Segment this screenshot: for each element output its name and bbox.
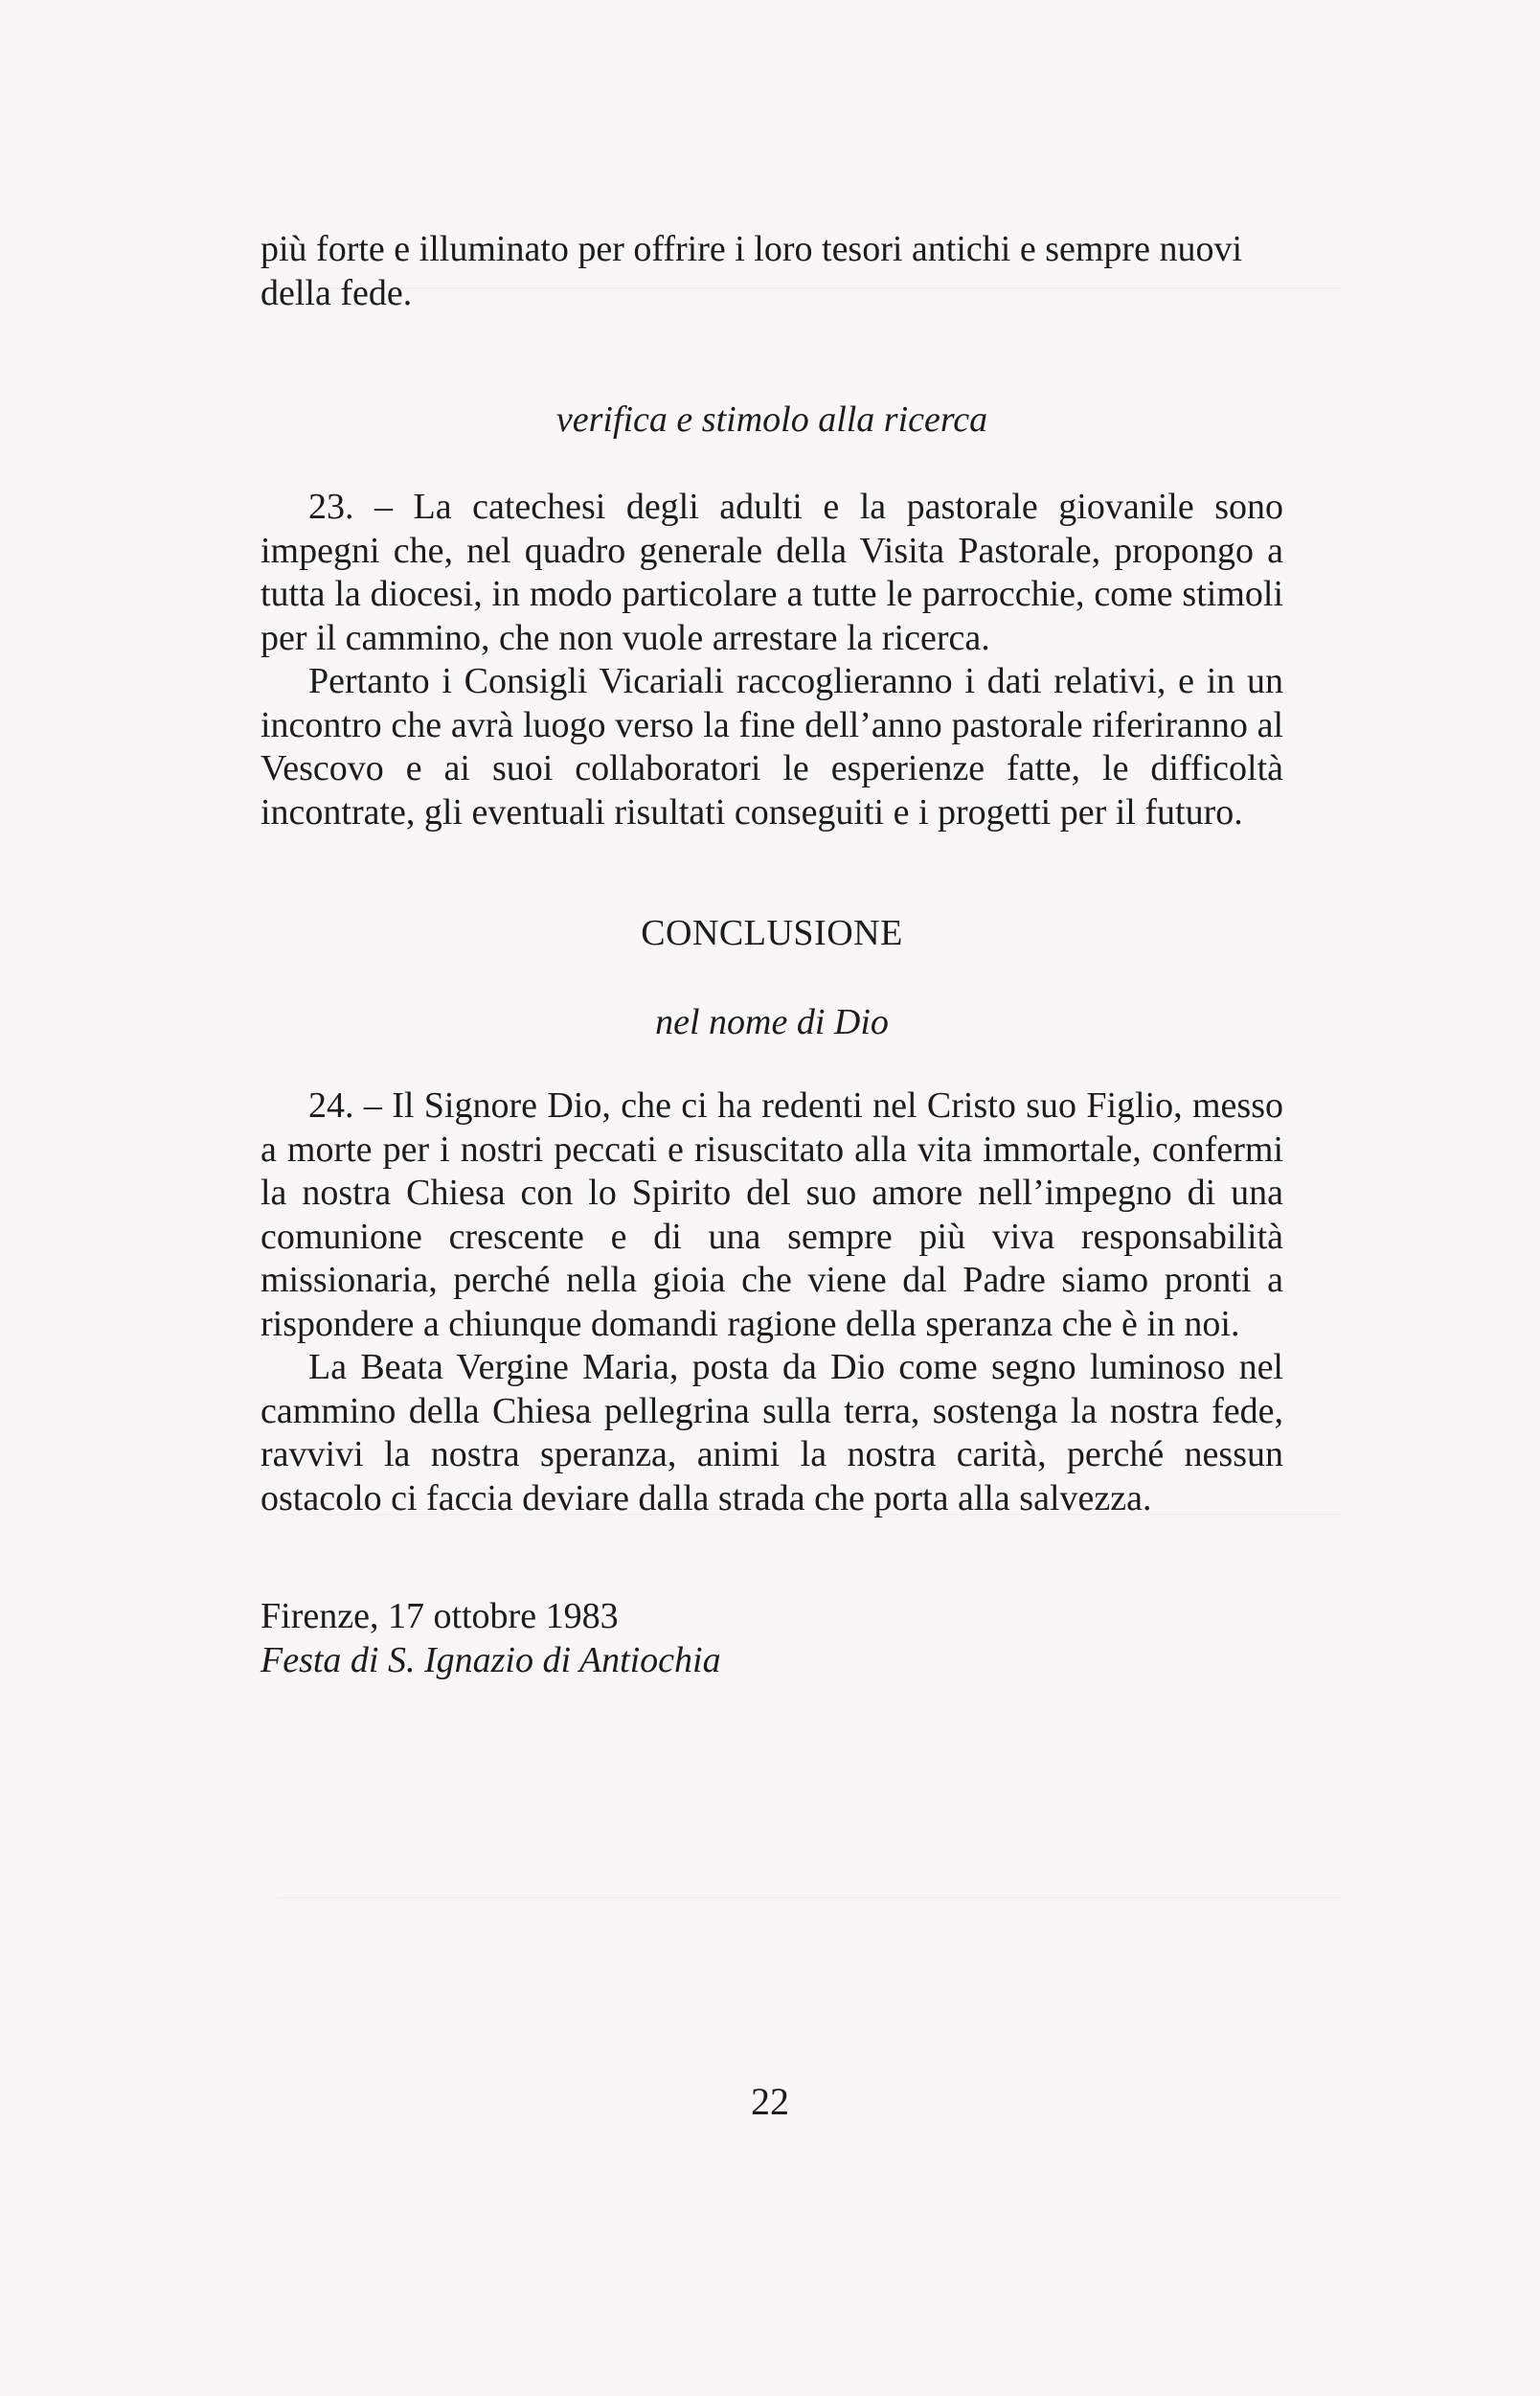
- section-24: [260, 1084, 1283, 1520]
- signature-feast: Festa di S. Ignazio di Antiochia: [260, 1639, 721, 1680]
- paragraph-24: 24. – Il Signore Dio, che ci ha redenti nel Cristo suo Figlio, messo a morte per i nostri peccati e risuscitato alla vita immortale, confermi la nostra Chiesa con lo Spirito del suo amore nell’impegno di una comunione crescente e di una sempre più viva responsabilità missionaria, perché nella gioia che viene dal Padre siamo pronti a rispondere a chiunque domandi ragione della speranza che è in noi.: [260, 1085, 1283, 1344]
- section-heading-text: CONCLUSIONE: [641, 913, 903, 953]
- page-number: 22: [751, 2080, 789, 2123]
- paragraph-24-continued: La Beata Vergine Maria, posta da Dio come segno luminoso nel cammino della Chiesa pellegrina sulla terra, sostenga la nostra fede, ravvivi la nostra speranza, animi la nostra carità, perché nessun ostacolo ci faccia deviare dalla strada che porta alla salvezza.: [260, 1347, 1283, 1518]
- show-through-mark: [278, 1897, 1341, 1899]
- intro-paragraph: più forte e illuminato per offrire i loro tesori antichi e sempre nuovi della fede.: [260, 229, 1242, 313]
- section-heading-conclusione: [260, 912, 1283, 956]
- subheading-verifica-text: verifica e stimolo alla ricerca: [555, 399, 988, 440]
- subheading-verifica: [260, 399, 1283, 443]
- intro-block: [260, 228, 1283, 315]
- subheading-nome-text: nel nome di Dio: [655, 1002, 889, 1042]
- signature-block: [260, 1595, 1283, 1682]
- signature-place-date: Firenze, 17 ottobre 1983: [260, 1596, 619, 1636]
- section-23: [260, 486, 1283, 834]
- paragraph-23-continued: Pertanto i Consigli Vicariali raccoglieranno i dati relativi, e in un incontro che avrà luogo verso la fine dell’anno pastorale riferiranno al Vescovo e ai suoi collaboratori le esperienze fatte, le difficoltà incontrate, gli eventuali risultati conseguiti e i progetti per il futuro.: [260, 661, 1283, 833]
- subheading-nome: [260, 1001, 1283, 1045]
- paragraph-23: 23. – La catechesi degli adulti e la pastorale giovanile sono impegni che, nel quadro generale della Visita Pastorale, propongo a tutta la diocesi, in modo particolare a tutte le parrocchie, come stimoli per il cammino, che non vuole arrestare la ricerca.: [260, 487, 1283, 658]
